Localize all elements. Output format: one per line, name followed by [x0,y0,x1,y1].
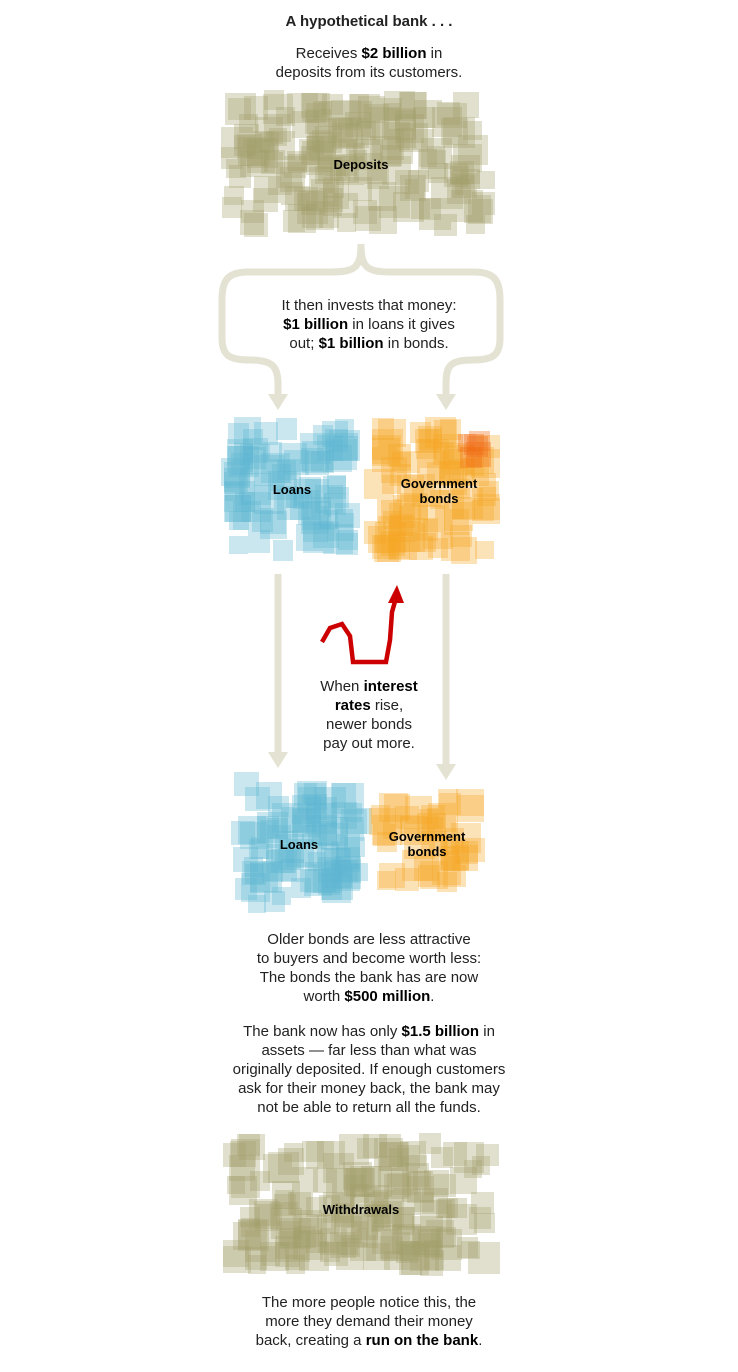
texture-square [237,1134,259,1156]
arrowhead-icon [436,394,456,410]
texture-square [227,1176,245,1194]
arrowhead-icon [268,394,288,410]
texture-square [415,429,439,453]
texture-square [447,1198,467,1218]
texture-square [428,538,448,558]
older-bonds-text: Older bonds are less attractive to buyers and become worth less: The bonds the bank has are now worth $500 million. [256,931,482,1005]
texture-square [228,423,249,444]
texture-square [277,460,297,480]
texture-square [475,541,493,559]
texture-square [306,803,337,834]
assets-text: The bank now has only $1.5 billion in assets — far less than what was originally deposited. If enough customers ask for their money back, the bank may not be able to return all the funds. [232,1023,506,1116]
texture-square [466,442,491,467]
loans-label: Loans [272,482,312,497]
texture-square [395,868,418,891]
arrowhead-icon [436,764,456,780]
texture-square [384,794,410,820]
rate-arrowhead-icon [388,585,404,603]
texture-square [461,1241,479,1259]
texture-square [378,419,406,447]
texture-square [234,772,259,797]
texture-square [366,1229,398,1261]
final-text: The more people notice this, the more they demand their money back, creating a run on the bank. [255,1294,483,1349]
withdrawals-label: Withdrawals [322,1202,400,1217]
texture-square [225,495,252,522]
texture-square [308,852,327,871]
texture-square [372,447,397,472]
texture-square [418,505,445,532]
texture-square [221,458,250,487]
step1-text: Receives $2 billion in deposits from its customers. [275,45,463,81]
texture-square [223,1246,250,1273]
texture-square [293,1214,319,1240]
texture-square [233,1222,261,1250]
texture-square [302,501,330,529]
texture-square [432,856,460,884]
texture-square [229,536,247,554]
texture-square [260,511,287,538]
texture-square [435,1245,461,1271]
texture-square [263,1154,292,1183]
bonds-label: Government bonds [400,476,478,506]
texture-square [325,429,348,452]
texture-square [454,1142,484,1172]
texture-square [281,807,308,834]
texture-square [421,805,445,829]
texture-square [264,891,285,912]
diagram-title: A hypothetical bank . . . [285,13,453,30]
texture-square [273,540,294,561]
loans-label-after: Loans [279,837,319,852]
bonds-label-after: Government bonds [388,829,466,859]
texture-square [383,511,401,529]
texture-square [474,1213,495,1234]
texture-square [357,1138,378,1159]
texture-square [397,1145,420,1168]
texture-square [235,878,258,901]
texture-square [256,782,282,808]
texture-square [401,1254,422,1275]
texture-square [350,863,369,882]
texture-square [330,1232,356,1258]
arrowhead-icon [268,752,288,768]
texture-square [304,869,331,896]
deposits-label: Deposits [333,157,389,172]
texture-square [450,525,472,547]
texture-square [275,1242,300,1267]
texture-square [276,418,298,440]
texture-square [436,1227,456,1247]
step2-text: It then invests that money: $1 billion in loans it gives out; $1 billion in bonds. [281,297,457,352]
interest-rate-line [322,598,396,662]
texture-square [424,1170,449,1195]
interest-rates-text: When interest rates rise, newer bonds pay out more. [320,678,418,752]
texture-square [377,871,396,890]
